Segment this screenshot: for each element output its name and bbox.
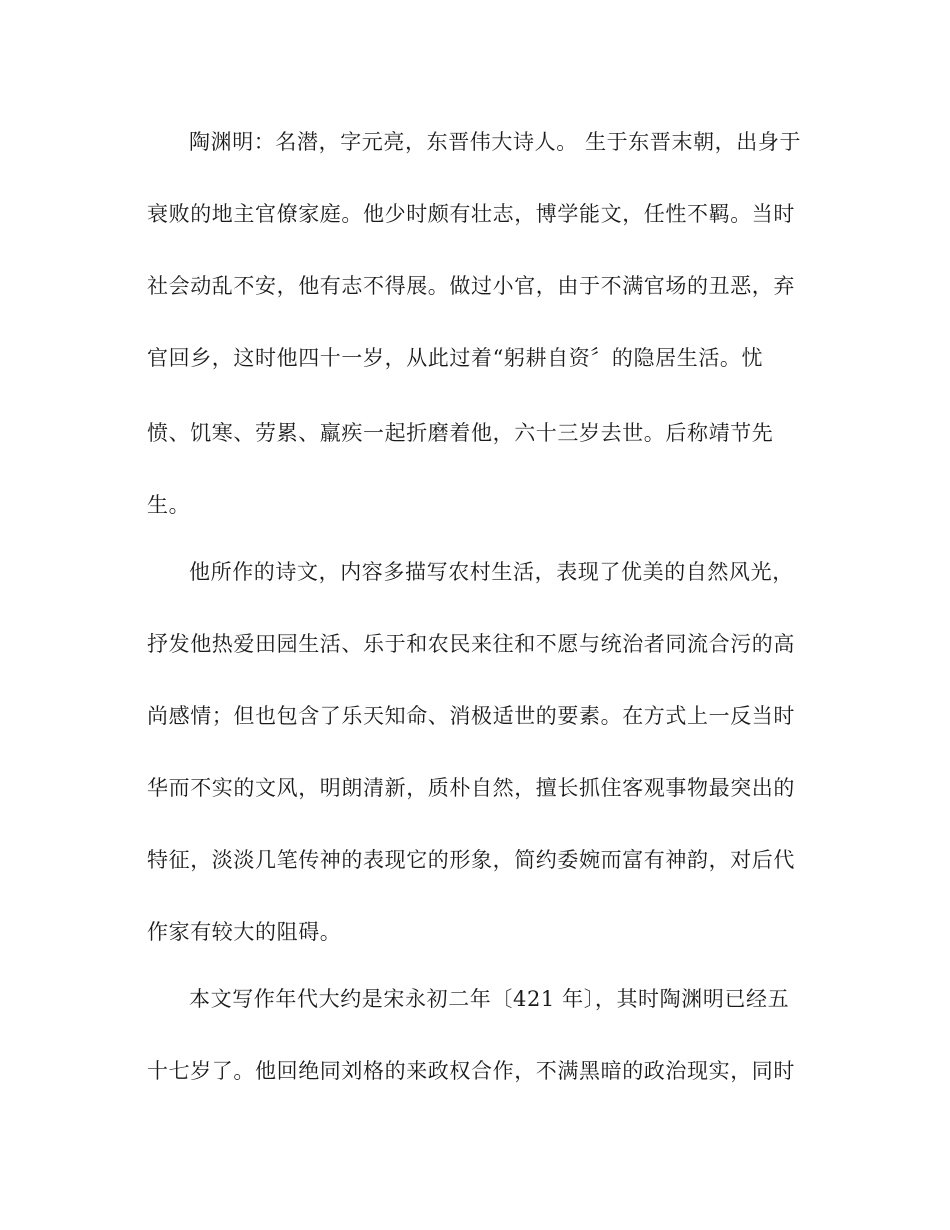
paragraph-1-line-2: 衰败的地主官僚家庭。他少时颇有壮志，博学能文，任性不羁。当时: [147, 202, 795, 226]
paragraph-2-line-3: 尚感情；但也包含了乐天知命、消极适世的要素。在方式上一反当时: [147, 704, 795, 728]
paragraph-3-line-2: 十七岁了。他回绝同刘格的来政权合作，不满黑暗的政治现实，同时: [147, 1059, 795, 1083]
paragraph-2-line-2: 抒发他热爱田园生活、乐于和农民来往和不愿与统治者同流合污的高: [147, 632, 795, 656]
paragraph-1-line-3: 社会动乱不安，他有志不得展。做过小官，由于不满官场的丑恶，弃: [147, 274, 795, 298]
paragraph-2-line-6: 作家有较大的阻碍。: [147, 920, 342, 944]
paragraph-1-line-6: 生。: [147, 493, 191, 517]
paragraph-1-line-4: 官回乡，这时他四十一岁，从此过着“躬耕自资〞的隐居生活。忧: [147, 346, 764, 370]
paragraph-1-line-5: 愤、饥寒、劳累、羸疾一起折磨着他，六十三岁去世。后称靖节先: [147, 421, 774, 445]
paragraph-3-line-1: 本文写作年代大约是宋永初二年〔421 年〕，其时陶渊明已经五: [189, 987, 790, 1011]
paragraph-2-line-4: 华而不实的文风，明朗清新，质朴自然，擅长抓住客观事物最突出的: [147, 776, 795, 800]
paragraph-2-line-5: 特征，淡淡几笔传神的表现它的形象，简约委婉而富有神韵，对后代: [147, 848, 795, 872]
paragraph-1-line-1: 陶渊明：名潜，字元亮，东晋伟大诗人。 生于东晋末朝，出身于: [189, 130, 802, 154]
paragraph-2-line-1: 他所作的诗文，内容多描写农村生活，表现了优美的自然风光，: [189, 560, 794, 584]
